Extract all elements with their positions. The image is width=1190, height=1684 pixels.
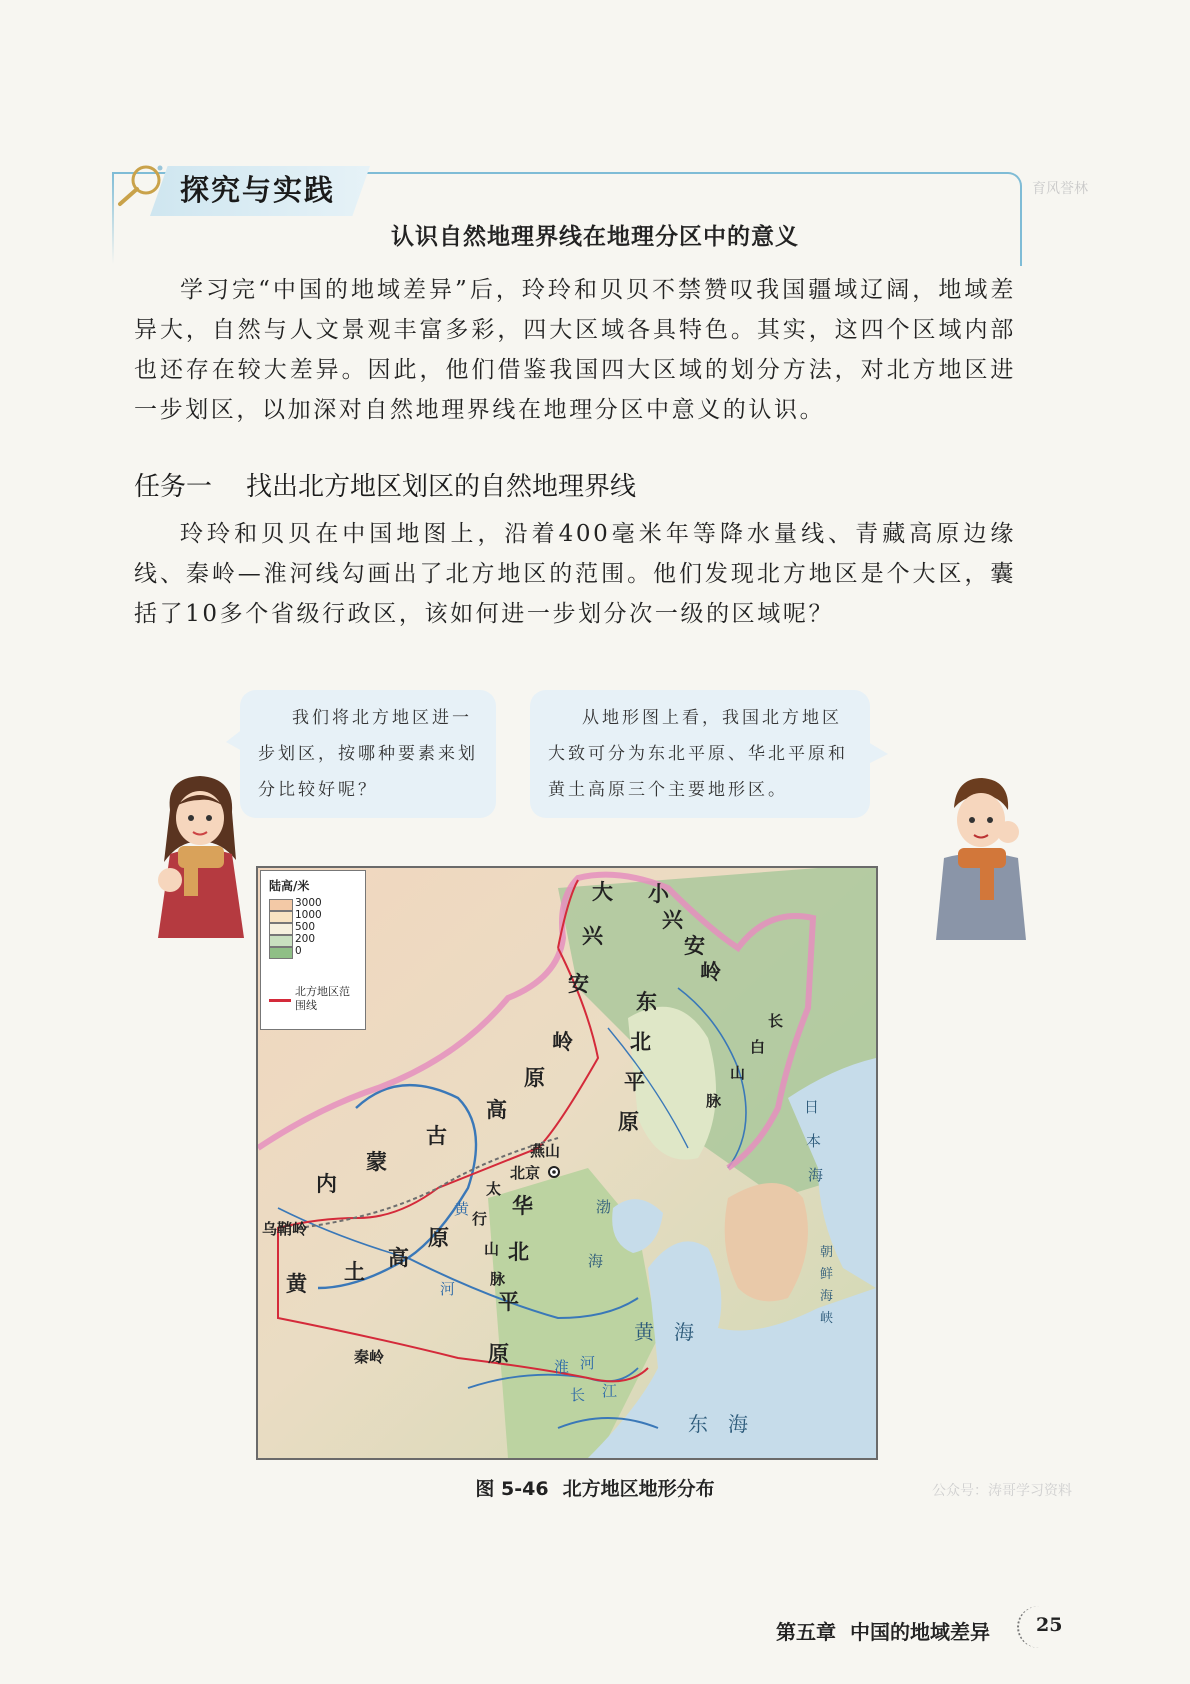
map-label: 北京 bbox=[510, 1164, 541, 1182]
task-paragraph: 玲玲和贝贝在中国地图上，沿着400毫米年等降水量线、青藏高原边缘线、秦岭—淮河线勾画出了北方地区的范围。他们发现北方地区是个大区，囊括了10多个省级行政区，该如何进一步划分次一级的区域呢？ bbox=[134, 521, 1016, 627]
watermark-top: 育风誉林 bbox=[1032, 181, 1088, 197]
map-label: 山 bbox=[484, 1240, 500, 1258]
map-label: 黄 bbox=[454, 1200, 470, 1218]
map-label: 太 bbox=[486, 1180, 502, 1198]
map-label: 岭 bbox=[700, 959, 721, 984]
legend-tick: 1000 bbox=[295, 909, 322, 921]
map-label: 古 bbox=[426, 1123, 447, 1148]
map-label: 安 bbox=[568, 971, 589, 996]
watermark-bottom: 公众号：涛哥学习资料 bbox=[932, 1483, 1072, 1499]
activity-title: 认识自然地理界线在地理分区中的意义 bbox=[391, 223, 799, 250]
girl-character-illustration bbox=[140, 770, 260, 940]
map-label: 山 bbox=[730, 1064, 746, 1082]
map-label: 平 bbox=[498, 1289, 519, 1314]
map-label: 北 bbox=[508, 1239, 529, 1264]
map-label: 河 bbox=[440, 1280, 456, 1298]
task-heading bbox=[134, 466, 636, 503]
map-label: 安 bbox=[684, 933, 705, 958]
magnifier-icon bbox=[112, 158, 168, 210]
map-label: 长 bbox=[570, 1386, 586, 1404]
map-label: 渤 bbox=[596, 1198, 612, 1216]
legend-swatch-1000 bbox=[269, 911, 293, 923]
map-label: 土 bbox=[344, 1259, 365, 1284]
task-title: 找出北方地区划区的自然地理界线 bbox=[246, 472, 637, 502]
map-label: 江 bbox=[602, 1382, 618, 1400]
map-label: 本 bbox=[806, 1132, 822, 1150]
map-label: 兴 bbox=[582, 923, 603, 948]
boy-speech-bubble bbox=[530, 690, 870, 818]
map-label: 朝鲜海峡 bbox=[820, 1245, 834, 1326]
intro-paragraph: 学习完“中国的地域差异”后，玲玲和贝贝不禁赞叹我国疆域辽阔，地域差异大，自然与人文景观丰富多彩，四大区域各具特色。其实，这四个区域内部也还存在较大差异。因此，他们借鉴我国四大区域的划分方法，对北方地区进一步划区，以加深对自然地理界线在地理分区中意义的认识。 bbox=[134, 277, 1016, 423]
legend-boundary-label: 北方地区范围线 bbox=[295, 985, 350, 1012]
task-number: 任务一 bbox=[134, 472, 213, 502]
map-label: 内 bbox=[316, 1171, 337, 1196]
chapter-title: 中国的地域差异 bbox=[850, 1620, 990, 1644]
map-label: 燕山 bbox=[530, 1142, 561, 1160]
map-label: 原 bbox=[524, 1065, 545, 1090]
map-label: 高 bbox=[486, 1097, 507, 1122]
legend-swatch-0 bbox=[269, 947, 293, 959]
map-label: 高 bbox=[388, 1245, 409, 1270]
map-label: 秦岭 bbox=[354, 1348, 385, 1366]
map-label: 河 bbox=[580, 1354, 596, 1372]
map-label: 海 bbox=[588, 1252, 604, 1270]
footer-chapter bbox=[776, 1616, 990, 1645]
map-label: 脉 bbox=[490, 1270, 506, 1288]
legend-tick: 500 bbox=[295, 921, 316, 933]
map-label: 华 bbox=[512, 1193, 533, 1218]
section-title: 探究与实践 bbox=[180, 173, 336, 207]
terrain-map bbox=[256, 866, 878, 1460]
map-label: 原 bbox=[488, 1341, 509, 1366]
map-label: 大 bbox=[592, 879, 613, 904]
girl-speech-text: 我们将北方地区进一步划区，按哪种要素来划分比较好呢？ bbox=[258, 708, 478, 800]
map-label: 平 bbox=[624, 1069, 645, 1094]
map-label: 岭 bbox=[552, 1029, 573, 1054]
bubble-tail-left-icon bbox=[226, 728, 244, 754]
map-label: 蒙 bbox=[366, 1149, 387, 1174]
map-label: 淮 bbox=[554, 1358, 570, 1376]
boy-speech-text: 从地形图上看，我国北方地区大致可分为东北平原、华北平原和黄土高原三个主要地形区。 bbox=[548, 708, 848, 800]
map-label: 东 海 bbox=[688, 1412, 748, 1436]
map-label: 长 bbox=[768, 1012, 784, 1030]
girl-speech-bubble bbox=[240, 690, 496, 818]
map-label: 东 bbox=[636, 989, 657, 1014]
figure-title: 北方地区地形分布 bbox=[562, 1478, 715, 1500]
map-label: 原 bbox=[428, 1225, 449, 1250]
boy-character-illustration bbox=[920, 772, 1040, 942]
page-number: 25 bbox=[1036, 1614, 1063, 1636]
map-label: 脉 bbox=[706, 1092, 722, 1110]
legend-boundary-line bbox=[269, 999, 291, 1002]
map-label: 海 bbox=[808, 1166, 824, 1184]
map-legend bbox=[260, 870, 366, 1030]
map-label: 黄 海 bbox=[634, 1320, 694, 1344]
legend-swatch-200 bbox=[269, 935, 293, 947]
map-label: 原 bbox=[618, 1109, 639, 1134]
figure-number: 图 5-46 bbox=[475, 1478, 549, 1500]
map-label: 日 bbox=[804, 1098, 820, 1116]
map-label: 兴 bbox=[662, 907, 683, 932]
legend-title: 陆高/米 bbox=[269, 879, 310, 893]
chapter-number: 第五章 bbox=[776, 1620, 836, 1644]
legend-tick: 200 bbox=[295, 933, 316, 945]
legend-tick: 3000 bbox=[295, 897, 322, 909]
map-label: 乌鞘岭 bbox=[262, 1220, 308, 1238]
map-label: 黄 bbox=[286, 1271, 307, 1296]
map-label: 白 bbox=[750, 1038, 766, 1056]
legend-swatch-500 bbox=[269, 923, 293, 935]
legend-tick: 0 bbox=[295, 945, 302, 957]
map-label: 北 bbox=[630, 1029, 651, 1054]
bubble-tail-right-icon bbox=[868, 742, 888, 766]
map-label: 行 bbox=[472, 1210, 488, 1228]
legend-swatch-3000 bbox=[269, 899, 293, 911]
map-label: 小 bbox=[648, 881, 669, 906]
